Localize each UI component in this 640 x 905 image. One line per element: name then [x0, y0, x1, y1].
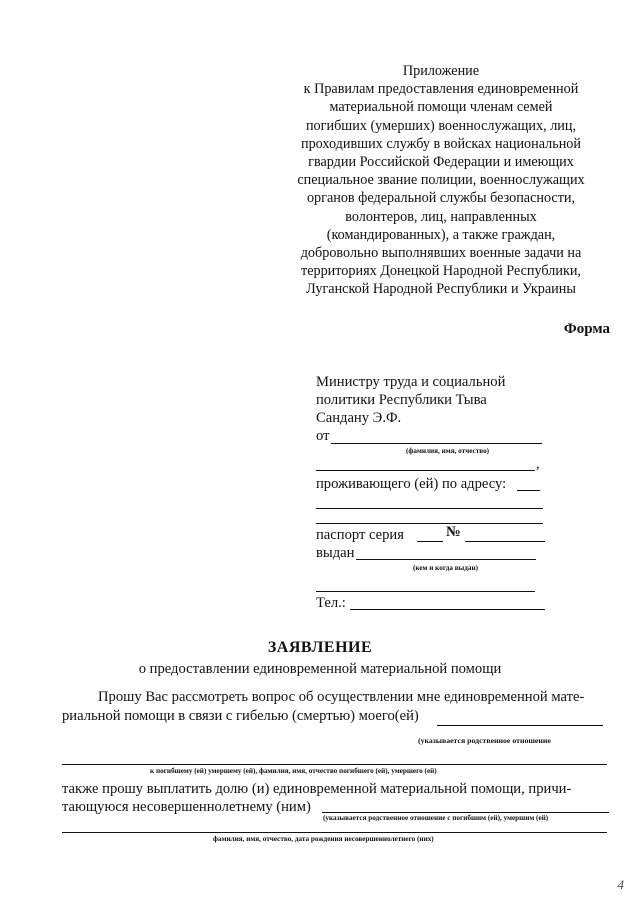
- phone-field[interactable]: [350, 609, 545, 610]
- from-name-hint: (фамилия, имя, отчество): [406, 447, 490, 455]
- minor-hint: фамилия, имя, отчество, дата рождения несовершеннолетнего (них): [213, 835, 434, 843]
- appendix-line: Приложение: [402, 63, 480, 79]
- appendix-line: погибших (умерших) военнослужащих, лиц,: [305, 117, 577, 134]
- minor-relation-field[interactable]: [322, 812, 609, 813]
- relation-field[interactable]: [437, 725, 603, 726]
- from-label: от: [316, 428, 330, 444]
- document-subtitle: о предоставлении единовременной материальной помощи: [138, 661, 502, 677]
- appendix-line: (командированных), а также граждан,: [326, 226, 556, 243]
- relation-hint: (указывается родственное отношение: [418, 736, 551, 745]
- appendix-line: гвардии Российской Федерации и имеющих: [308, 154, 574, 171]
- minor-details-field[interactable]: [62, 832, 607, 833]
- issued-by-field[interactable]: [356, 559, 536, 560]
- body-paragraph-1-line-2: риальной помощи в связи с гибелью (смертью) моего(ей): [62, 708, 419, 724]
- document-title: ЗАЯВЛЕНИЕ: [267, 639, 373, 656]
- passport-series-label: паспорт серия: [316, 527, 404, 543]
- appendix-line: территориях Донецкой Народной Республики,: [301, 263, 581, 280]
- issued-label: выдан: [316, 545, 355, 561]
- deceased-hint: к погибшему (ей) умершему (ей), фамилия, имя, отчество погибшего (ей), умершего (ей): [150, 767, 437, 775]
- minor-relation-hint: (указывается родственное отношение с погибшим (ей), умершим (ей): [323, 814, 549, 822]
- handwritten-mark: 4: [617, 877, 624, 892]
- body-paragraph-2-line-2: тающуюся несовершеннолетнему (ним): [62, 799, 311, 815]
- passport-number-field[interactable]: [465, 541, 545, 542]
- addressee-line-1: Министру труда и социальной: [316, 374, 506, 390]
- address-field-start[interactable]: [517, 490, 540, 491]
- passport-number-label: №: [446, 524, 461, 540]
- appendix-line: проходивших службу в войсках национальной: [300, 135, 581, 152]
- appendix-header: [248, 62, 634, 299]
- body-paragraph-1-line-1: Прошу Вас рассмотреть вопрос об осуществлении мне единовременной мате-: [98, 689, 585, 705]
- appendix-line: Луганской Народной Республики и Украины: [306, 281, 576, 298]
- appendix-line: специальное звание полиции, военнослужащих: [297, 172, 585, 189]
- deceased-details-field[interactable]: [62, 764, 607, 765]
- appendix-line: добровольно выполнявших военные задачи на: [300, 245, 582, 262]
- appendix-line: волонтеров, лиц, направленных: [345, 208, 537, 225]
- issued-by-field-line-2[interactable]: [316, 591, 535, 592]
- issued-hint: (кем и когда выдан): [413, 564, 479, 572]
- appendix-line: органов федеральной службы безопасности,: [306, 190, 576, 207]
- addressee-line-2: политики Республики Тыва: [316, 392, 487, 408]
- passport-series-field[interactable]: [417, 541, 443, 542]
- from-name-field[interactable]: [331, 443, 542, 444]
- addressee-block: [316, 373, 505, 427]
- address-field-line-2[interactable]: [316, 508, 543, 509]
- form-label: Форма: [563, 321, 610, 337]
- addressee-line-3: Сандану Э.Ф.: [316, 410, 402, 426]
- comma: ,: [536, 456, 540, 472]
- phone-label: Тел.:: [316, 595, 346, 611]
- appendix-line: материальной помощи членам семей: [329, 99, 553, 116]
- from-name-field-continued[interactable]: [316, 470, 535, 471]
- address-field-line-3[interactable]: [316, 523, 543, 524]
- body-paragraph-2-line-1: также прошу выплатить долю (и) единовременной материальной помощи, причи-: [62, 781, 572, 797]
- residing-label: проживающего (ей) по адресу:: [316, 476, 507, 492]
- appendix-line: к Правилам предоставления единовременной: [303, 81, 579, 98]
